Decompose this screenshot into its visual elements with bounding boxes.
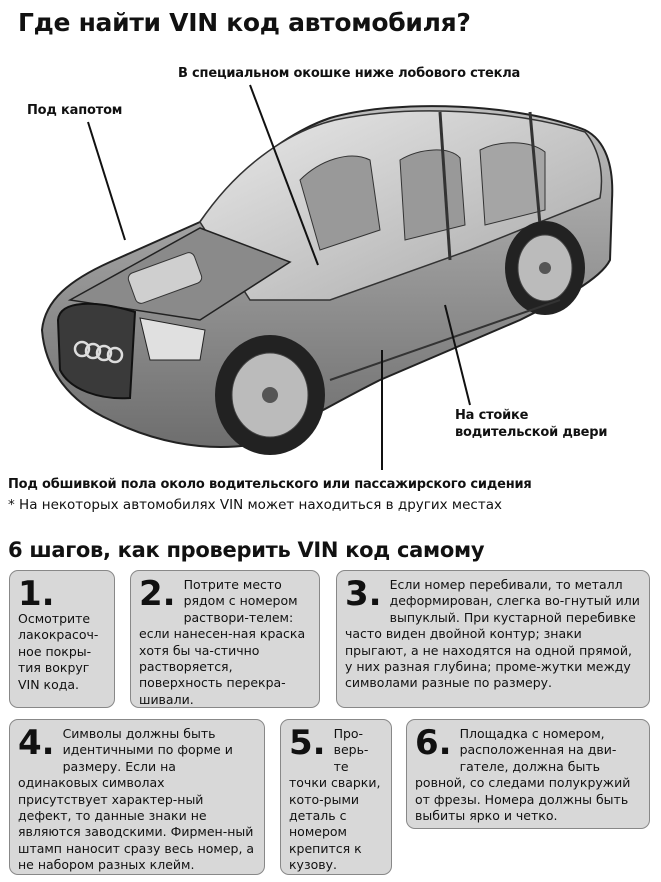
step-text: Осмотрите лакокрасоч-ное покры-тия вокруг VIN кода. (18, 611, 99, 692)
steps-title: 6 шагов, как проверить VIN код самому (8, 538, 485, 562)
step-box-5 (280, 719, 392, 875)
step-text: Площадка с номером, расположенная на дви-гателе, должна быть ровной, со следами полукружий от фрезы. Номера должны быть выбиты ярко и четко. (415, 726, 631, 824)
label-windshield: В специальном окошке ниже лобового стекла (178, 66, 521, 81)
step-box-2 (130, 570, 320, 708)
callout-hood (88, 122, 125, 240)
front-wheel (215, 335, 325, 455)
label-door-pillar-line2: водительской двери (455, 425, 608, 440)
page-title: Где найти VIN код автомобиля? (18, 8, 471, 37)
step-text: Если номер перебивали, то металл деформирован, слегка во-гнутый или выпуклый. При кустарной перебивке часто виден двойной контур; знаки прыгают, а не находятся на одной прямой, у них разная глубина; проме-жутки между символами разные по размеру. (345, 577, 640, 691)
label-door-pillar (455, 407, 607, 441)
step-text: Потрите место рядом с номером раствори-телем: если нанесен-ная краска хотя бы ча-стично растворяется, поверхность перекра-шивали. (139, 577, 306, 707)
step-text: Про-верь-те точки сварки, кото-рыми деталь с номером крепится к кузову. (289, 726, 381, 873)
step-number: 4. (18, 723, 55, 763)
step-box-6 (406, 719, 650, 829)
step-number: 1. (18, 574, 55, 614)
step-number: 2. (139, 574, 176, 614)
rear-wheel (505, 221, 585, 315)
step-box-3 (336, 570, 650, 708)
step-number: 3. (345, 574, 382, 614)
step-number: 5. (289, 723, 326, 763)
footnote: * На некоторых автомобилях VIN может находиться в других местах (8, 497, 502, 513)
label-floor: Под обшивкой пола около водительского или пассажирского сидения (8, 477, 532, 492)
label-hood: Под капотом (27, 103, 123, 118)
label-door-pillar-line1: На стойке (455, 408, 529, 423)
step-text: Символы должны быть идентичными по форме и размеру. Если на одинаковых символах присутствует характер-ный дефект, то данные знаки не являются заводскими. Фирмен-ный штамп наносит сразу весь номер, а не набором разных клейм. (18, 726, 255, 873)
step-number: 6. (415, 723, 452, 763)
step-box-4 (9, 719, 265, 875)
step-box-1 (9, 570, 115, 708)
